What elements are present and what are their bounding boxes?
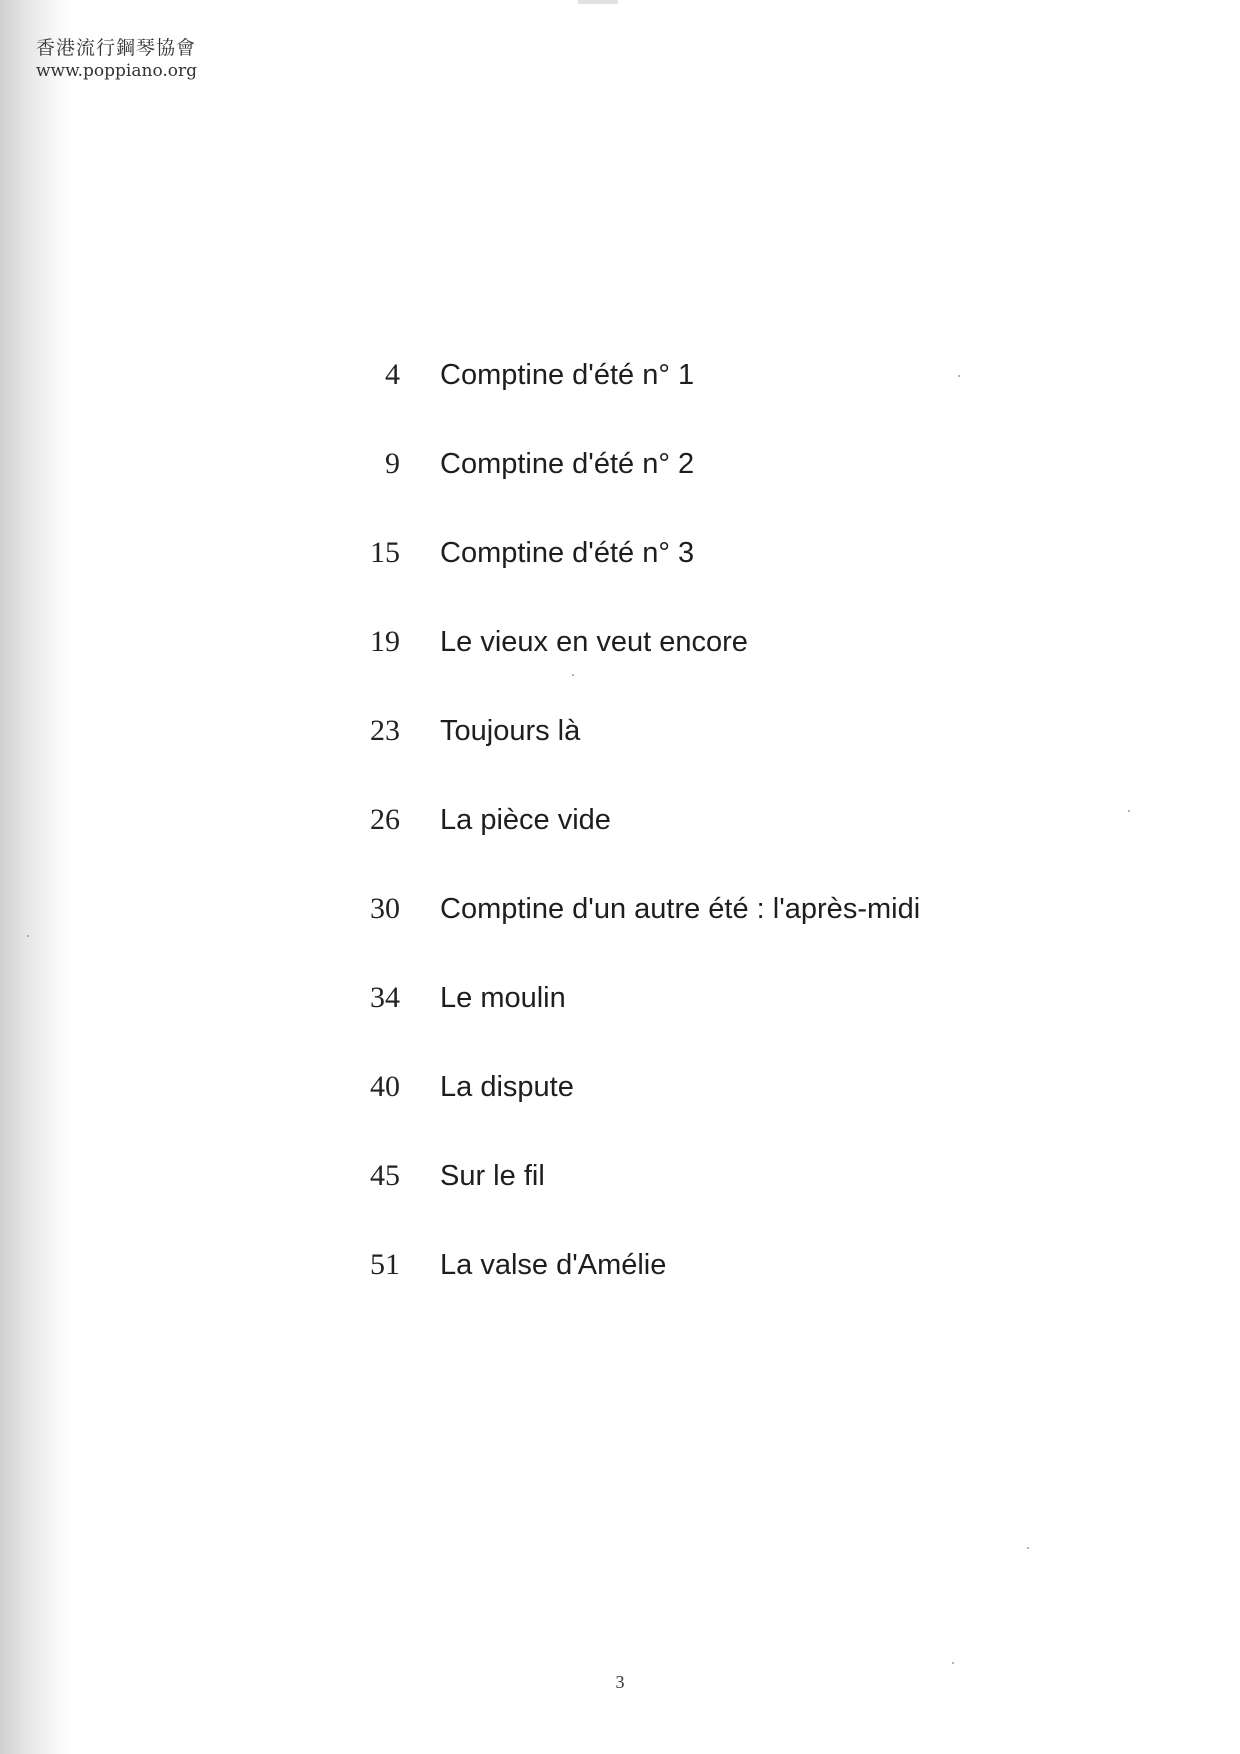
toc-entry[interactable] — [330, 803, 1030, 892]
toc-page-number: 9 — [385, 447, 400, 480]
toc-page-number: 30 — [370, 892, 400, 925]
scan-speck — [952, 1662, 954, 1664]
toc-entry[interactable] — [330, 447, 1030, 536]
page-edge-shadow — [0, 0, 70, 1754]
toc-page-number: 26 — [370, 803, 400, 836]
toc-title: Le moulin — [440, 982, 566, 1014]
toc-title: La dispute — [440, 1071, 574, 1103]
toc-title: La valse d'Amélie — [440, 1249, 667, 1281]
scan-speck — [572, 674, 574, 676]
page-folio: 3 — [615, 1672, 625, 1692]
toc-page-number: 40 — [370, 1070, 400, 1103]
toc-entry[interactable] — [330, 981, 1030, 1070]
toc-page-number: 51 — [370, 1248, 400, 1281]
toc-page-number: 4 — [385, 358, 400, 391]
toc-entry[interactable] — [330, 1070, 1030, 1159]
toc-title: Comptine d'un autre été : l'après-midi — [440, 893, 921, 925]
toc-title: Comptine d'été n° 2 — [440, 448, 695, 480]
toc-title: Sur le fil — [440, 1160, 545, 1192]
toc-page-number: 23 — [370, 714, 400, 747]
toc-title: La pièce vide — [440, 804, 611, 836]
toc-entry[interactable] — [330, 1159, 1030, 1248]
toc-entry[interactable] — [330, 625, 1030, 714]
toc-page-number: 34 — [370, 981, 400, 1014]
toc-entry[interactable] — [330, 536, 1030, 625]
scan-speck — [1027, 1547, 1029, 1549]
scan-speck — [958, 375, 960, 377]
watermark-url: www.poppiano.org — [36, 61, 198, 81]
toc-title: Comptine d'été n° 3 — [440, 537, 695, 569]
toc-entry[interactable] — [330, 1248, 1030, 1337]
toc-page-number: 19 — [370, 625, 400, 658]
scan-speck — [1128, 810, 1130, 812]
scan-mark — [578, 0, 618, 4]
toc-title: Le vieux en veut encore — [440, 626, 748, 658]
watermark-name: 香港流行鋼琴協會 — [36, 37, 197, 59]
toc-page-number: 15 — [370, 536, 400, 569]
toc-title: Toujours là — [440, 715, 581, 747]
watermark — [36, 36, 197, 82]
toc-page-number: 45 — [370, 1159, 400, 1192]
toc-entry[interactable] — [330, 714, 1030, 803]
scan-speck — [27, 935, 29, 937]
toc-title: Comptine d'été n° 1 — [440, 359, 695, 391]
toc-entry[interactable] — [330, 892, 1030, 981]
toc-entry[interactable] — [330, 358, 1030, 447]
table-of-contents — [330, 358, 1030, 1337]
